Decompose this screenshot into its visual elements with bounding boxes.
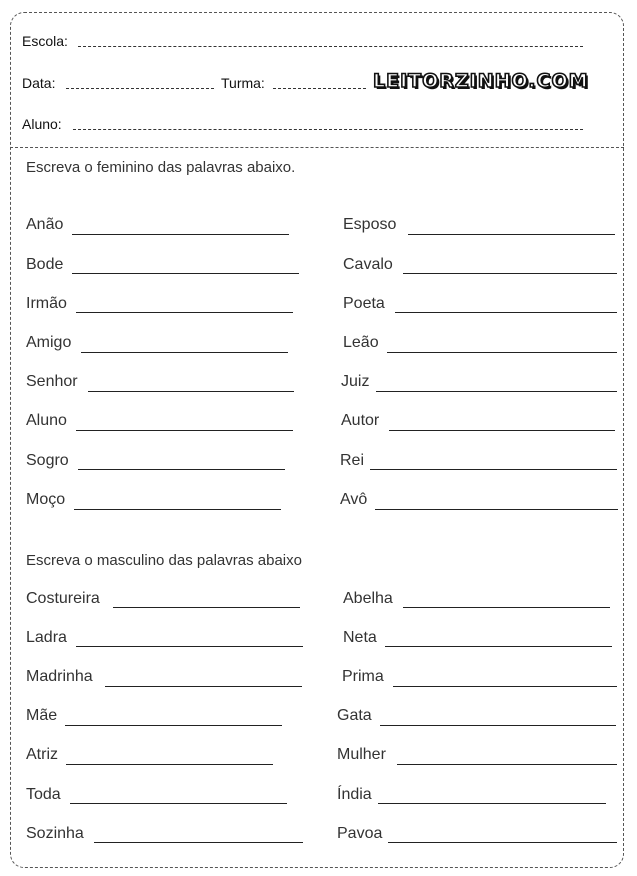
site-logo: LEITORZINHO.COM <box>373 70 589 92</box>
answer-line-sogro[interactable] <box>78 469 285 470</box>
answer-line-avo[interactable] <box>375 509 618 510</box>
word-avo: Avô <box>340 491 368 508</box>
aluno-label: Aluno: <box>22 116 62 132</box>
answer-line-autor[interactable] <box>389 430 615 431</box>
header-divider <box>10 147 624 148</box>
word-sogro: Sogro <box>26 452 69 469</box>
answer-line-moco[interactable] <box>74 509 281 510</box>
answer-line-mae[interactable] <box>65 725 282 726</box>
word-india: Índia <box>337 786 372 803</box>
word-esposo: Esposo <box>343 216 397 233</box>
worksheet-border <box>10 12 624 868</box>
word-amigo: Amigo <box>26 334 72 351</box>
word-costureira: Costureira <box>26 590 100 607</box>
answer-line-poeta[interactable] <box>395 312 617 313</box>
answer-line-india[interactable] <box>378 803 606 804</box>
answer-line-rei[interactable] <box>370 469 617 470</box>
word-abelha: Abelha <box>343 590 393 607</box>
answer-line-gata[interactable] <box>380 725 616 726</box>
word-prima: Prima <box>342 668 384 685</box>
answer-line-bode[interactable] <box>72 273 299 274</box>
turma-label: Turma: <box>221 75 265 91</box>
answer-line-ladra[interactable] <box>76 646 303 647</box>
word-toda: Toda <box>26 786 61 803</box>
word-ladra: Ladra <box>26 629 67 646</box>
word-gata: Gata <box>337 707 372 724</box>
answer-line-cavalo[interactable] <box>403 273 617 274</box>
instruction-feminine: Escreva o feminino das palavras abaixo. <box>26 159 296 176</box>
answer-line-costureira[interactable] <box>113 607 300 608</box>
escola-label: Escola: <box>22 33 68 49</box>
word-sozinha: Sozinha <box>26 825 84 842</box>
answer-line-prima[interactable] <box>393 686 617 687</box>
word-senhor: Senhor <box>26 373 78 390</box>
word-anao: Anão <box>26 216 64 233</box>
word-moco: Moço <box>26 491 66 508</box>
answer-line-atriz[interactable] <box>66 764 273 765</box>
word-mulher: Mulher <box>337 746 386 763</box>
answer-line-amigo[interactable] <box>81 352 288 353</box>
answer-line-anao[interactable] <box>72 234 289 235</box>
answer-line-toda[interactable] <box>70 803 287 804</box>
answer-line-aluno[interactable] <box>76 430 293 431</box>
answer-line-neta[interactable] <box>385 646 612 647</box>
answer-line-madrinha[interactable] <box>105 686 302 687</box>
word-pavoa: Pavoa <box>337 825 383 842</box>
word-rei: Rei <box>340 452 365 469</box>
word-bode: Bode <box>26 256 64 273</box>
word-irmao: Irmão <box>26 295 67 312</box>
answer-line-juiz[interactable] <box>376 391 617 392</box>
answer-line-esposo[interactable] <box>408 234 615 235</box>
instruction-masculine: Escreva o masculino das palavras abaixo <box>26 552 302 569</box>
word-aluno: Aluno <box>26 412 67 429</box>
escola-field[interactable] <box>78 46 583 47</box>
word-atriz: Atriz <box>26 746 58 763</box>
word-cavalo: Cavalo <box>343 256 393 273</box>
data-label: Data: <box>22 75 56 91</box>
word-madrinha: Madrinha <box>26 668 93 685</box>
word-neta: Neta <box>343 629 377 646</box>
aluno-field[interactable] <box>73 129 583 130</box>
data-field[interactable] <box>66 88 214 89</box>
answer-line-pavoa[interactable] <box>388 842 617 843</box>
word-leao: Leão <box>343 334 379 351</box>
answer-line-mulher[interactable] <box>397 764 617 765</box>
answer-line-leao[interactable] <box>387 352 617 353</box>
answer-line-abelha[interactable] <box>403 607 610 608</box>
word-mae: Mãe <box>26 707 58 724</box>
answer-line-sozinha[interactable] <box>94 842 303 843</box>
word-autor: Autor <box>341 412 380 429</box>
word-poeta: Poeta <box>343 295 385 312</box>
word-juiz: Juiz <box>341 373 370 390</box>
answer-line-irmao[interactable] <box>76 312 293 313</box>
turma-field[interactable] <box>273 88 366 89</box>
answer-line-senhor[interactable] <box>88 391 294 392</box>
